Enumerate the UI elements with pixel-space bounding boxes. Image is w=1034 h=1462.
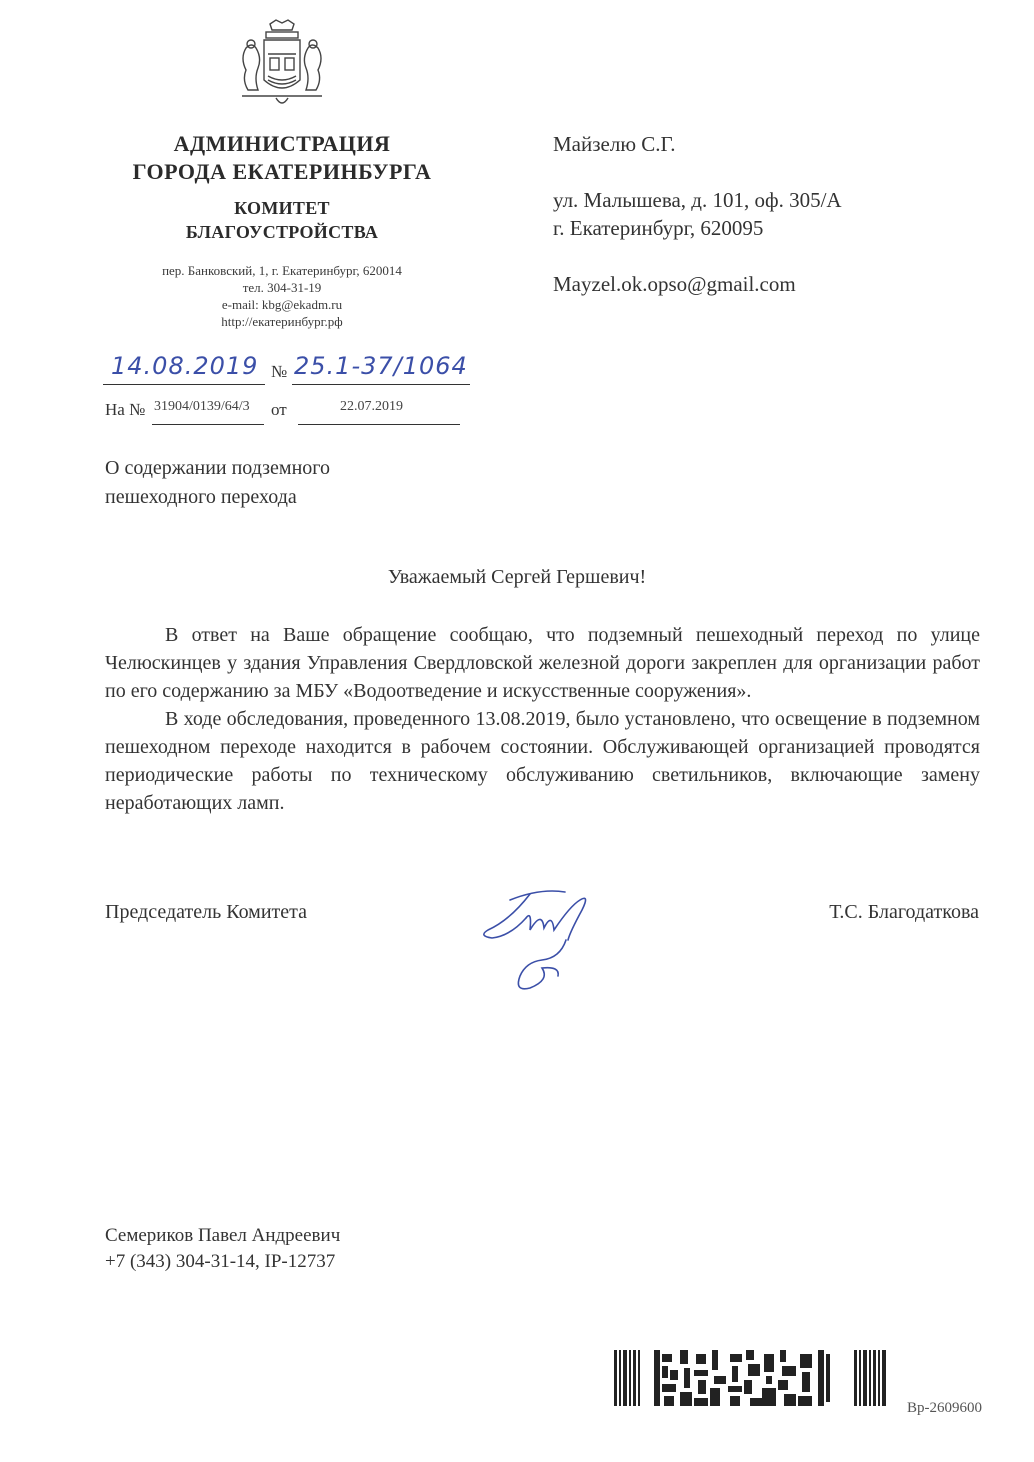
recipient-block [553,130,842,298]
org-email: e-mail: kbg@ekadm.ru [221,297,343,312]
handwritten-signature-icon [470,880,630,1010]
organization-name [100,130,464,186]
reply-date: 22.07.2019 [340,399,403,414]
subject-line-1: О содержании подземного [105,457,330,479]
signer-name: Т.С. Благодаткова [829,901,979,923]
executor-phone: +7 (343) 304-31-14, IP-12737 [105,1251,336,1272]
dept-line-2: БЛАГОУСТРОЙСТВА [185,222,379,242]
reply-label: На № [105,400,146,419]
reg-number-field [292,354,470,385]
reg-date-field [103,354,265,385]
signer-position: Председатель Комитета [105,901,308,923]
reply-number-field [152,398,264,425]
reg-number: 25.1-37/1064 [294,352,468,380]
reply-number: 31904/0139/64/3 [154,399,250,414]
reg-number-label: № [271,362,288,381]
org-line-2: ГОРОДА ЕКАТЕРИНБУРГА [132,159,432,184]
org-line-1: АДМИНИСТРАЦИЯ [173,131,391,156]
dept-line-1: КОМИТЕТ [234,198,330,218]
letter-body [105,621,980,817]
recipient-city: г. Екатеринбург, 620095 [553,216,764,240]
recipient-email: Mayzel.ok.opso@gmail.com [553,272,796,296]
recipient-street: ул. Малышева, д. 101, оф. 305/А [553,188,842,212]
executor-block [105,1223,340,1275]
coat-of-arms-icon [232,18,332,110]
recipient-name: Майзелю С.Г. [553,132,676,156]
org-address: пер. Банковский, 1, г. Екатеринбург, 620014 [162,263,402,278]
body-paragraph-2: В ходе обследования, проведенного 13.08.2019, было установлено, что освещение в подземном пешеходном переходе находится в рабочем состоянии. Обслуживающей организацией проводятся периодические работы по техническому обслуживанию светильников, включающие замену неработающих ламп. [105,708,980,814]
org-contacts [100,262,464,330]
department-name [100,196,464,244]
reply-date-field [298,398,460,425]
greeting: Уважаемый Сергей Гершевич! [387,566,647,588]
document-code: Вр-2609600 [907,1400,982,1416]
reply-from-label: от [271,400,287,419]
org-website: http://екатеринбург.рф [221,314,343,329]
executor-name: Семериков Павел Андреевич [105,1225,341,1246]
org-phone: тел. 304-31-19 [242,280,322,295]
letter-subject [105,454,330,512]
subject-line-2: пешеходного перехода [105,486,297,508]
body-paragraph-1: В ответ на Ваше обращение сообщаю, что подземный пешеходный переход по улице Челюскинцев у здания Управления Свердловской железной дороги закреплен для организации работ по его содержанию за МБУ «Водоотведение и искусственные сооружения». [105,624,980,702]
reg-date: 14.08.2019 [111,352,259,380]
barcode-icon [614,1350,886,1406]
